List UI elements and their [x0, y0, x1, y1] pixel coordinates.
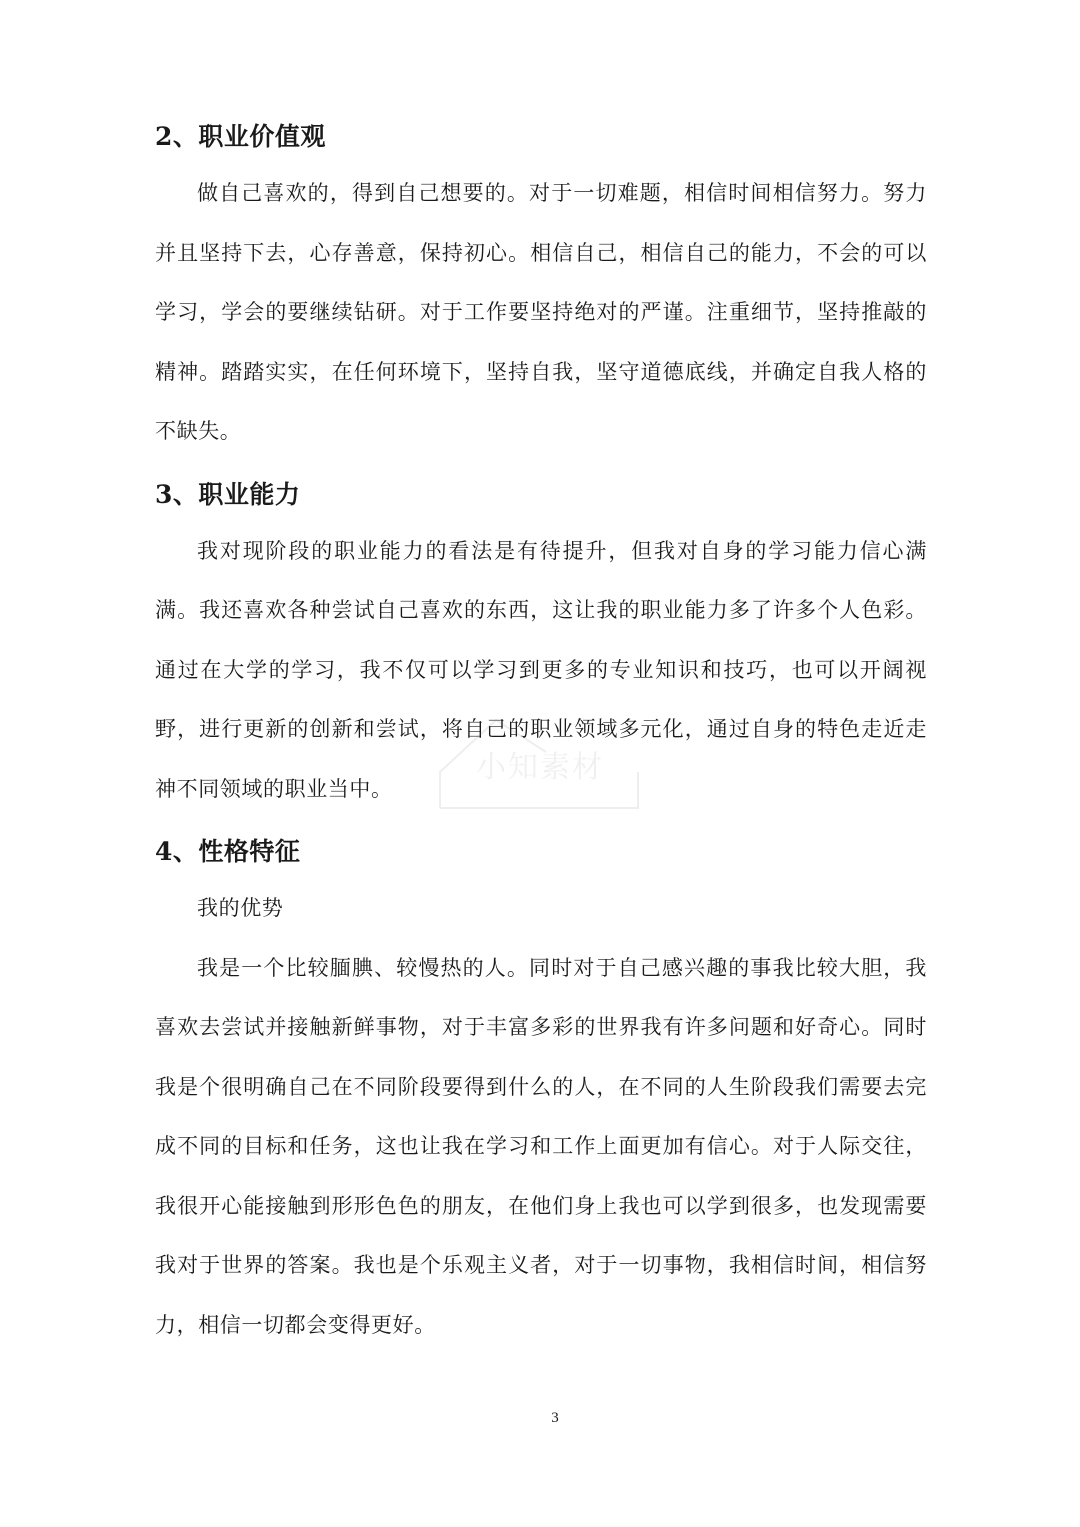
page-number: 3	[551, 1410, 559, 1426]
paragraph-personality: 我是一个比较腼腆、较慢热的人。同时对于自己感兴趣的事我比较大胆，我喜欢去尝试并接触新鲜事物，对于丰富多彩的世界我有许多问题和好奇心。同时我是个很明确自己在不同阶段要得到什么的人，在不同的人生阶段我们需要去完成不同的目标和任务，这也让我在学习和工作上面更加有信心。对于人际交往，我很开心能接触到形形色色的朋友，在他们身上我也可以学到很多，也发现需要我对于世界的答案。我也是个乐观主义者，对于一切事物，我相信时间，相信努力，相信一切都会变得更好。	[155, 955, 927, 1337]
section-heading-personality: 4、性格特征	[155, 837, 301, 866]
section-heading-values: 2、职业价值观	[155, 122, 326, 151]
paragraph-ability: 我对现阶段的职业能力的看法是有待提升，但我对自身的学习能力信心满满。我还喜欢各种尝试自己喜欢的东西，这让我的职业能力多了许多个人色彩。通过在大学的学习，我不仅可以学习到更多的专业知识和技巧，也可以开阔视野，进行更新的创新和尝试，将自己的职业领域多元化，通过自身的特色走近走神不同领域的职业当中。	[155, 538, 927, 801]
paragraph-values: 做自己喜欢的，得到自己想要的。对于一切难题，相信时间相信努力。努力并且坚持下去，心存善意，保持初心。相信自己，相信自己的能力，不会的可以学习，学会的要继续钻研。对于工作要坚持绝对的严谨。注重细节，坚持推敲的精神。踏踏实实，在任何环境下，坚持自我，坚守道德底线，并确定自我人格的不缺失。	[155, 181, 927, 443]
watermark-text: 小知素材	[476, 750, 604, 785]
document-body	[155, 110, 927, 1355]
paragraph-strengths-label: 我的优势	[197, 896, 284, 920]
section-heading-ability: 3、职业能力	[155, 479, 301, 509]
